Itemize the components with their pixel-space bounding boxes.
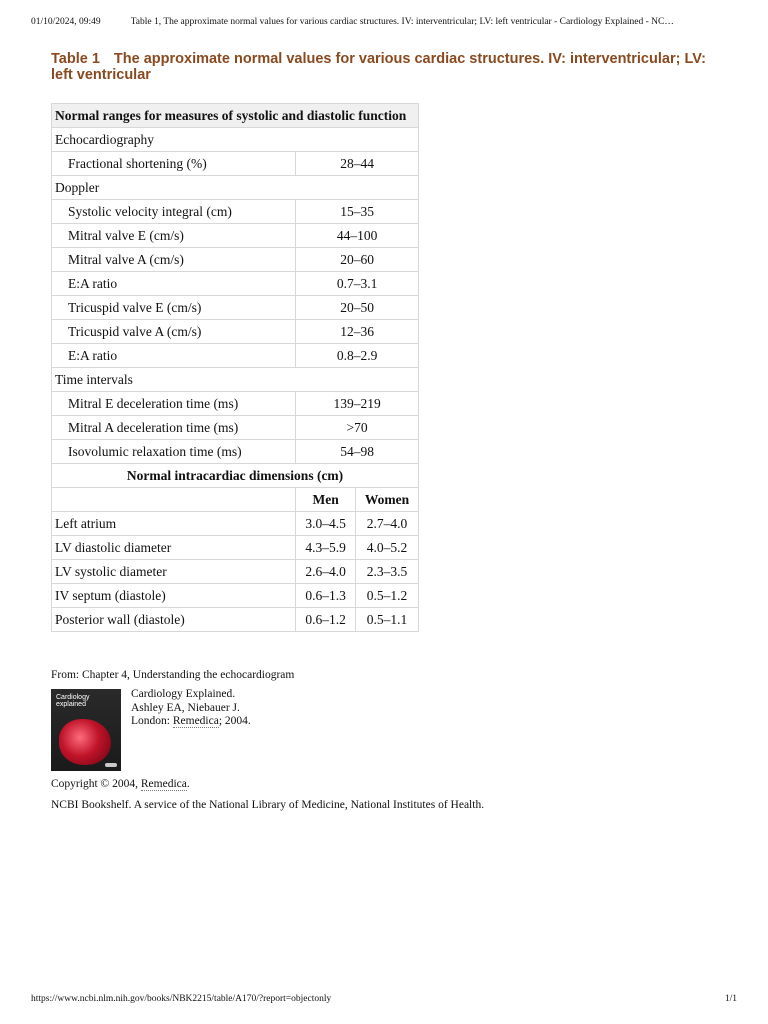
book-title: Cardiology Explained. — [131, 688, 236, 700]
table-row — [52, 560, 419, 584]
book-cover-thumbnail[interactable] — [51, 689, 121, 771]
section-row — [52, 176, 419, 200]
measure-label: Mitral valve A (cm/s) — [52, 248, 296, 272]
section-title: Doppler — [52, 176, 419, 200]
measure-value: 28–44 — [296, 152, 419, 176]
copyright-notice — [51, 778, 190, 790]
source-line — [51, 669, 294, 681]
book-citation — [131, 688, 251, 729]
print-url: https://www.ncbi.nlm.nih.gov/books/NBK2215/table/A170/?report=objectonly — [31, 994, 332, 1004]
table-row — [52, 512, 419, 536]
heart-illustration — [59, 719, 111, 765]
publisher-logo — [105, 763, 117, 767]
dimension-label: IV septum (diastole) — [52, 584, 296, 608]
measure-label: E:A ratio — [52, 344, 296, 368]
table-row — [52, 416, 419, 440]
measure-value: 54–98 — [296, 440, 419, 464]
table-row — [52, 152, 419, 176]
print-page-number: 1/1 — [724, 994, 737, 1004]
dimension-label: LV systolic diameter — [52, 560, 296, 584]
table-header-row — [52, 104, 419, 128]
ncbi-note: NCBI Bookshelf. A service of the National Library of Medicine, National Institutes of Health. — [51, 799, 485, 811]
measure-value: 0.7–3.1 — [296, 272, 419, 296]
copyright-prefix: Copyright © 2004, — [51, 778, 141, 790]
table-row — [52, 200, 419, 224]
measure-label: Mitral valve E (cm/s) — [52, 224, 296, 248]
table-row — [52, 608, 419, 632]
table-row — [52, 440, 419, 464]
print-footer — [31, 994, 737, 1004]
table-row — [52, 584, 419, 608]
dimensions-header: Normal intracardiac dimensions (cm) — [52, 464, 419, 488]
dimension-men: 3.0–4.5 — [296, 512, 356, 536]
measure-label: Systolic velocity integral (cm) — [52, 200, 296, 224]
column-men: Men — [296, 488, 356, 512]
table-header: Normal ranges for measures of systolic and diastolic function — [52, 104, 419, 128]
source-prefix: From: — [51, 669, 82, 681]
dimensions-columns-row — [52, 488, 419, 512]
table-row — [52, 224, 419, 248]
table-row — [52, 344, 419, 368]
table-row — [52, 248, 419, 272]
table-row — [52, 296, 419, 320]
table-row — [52, 536, 419, 560]
dimensions-header-row — [52, 464, 419, 488]
dimension-label: Posterior wall (diastole) — [52, 608, 296, 632]
empty-header-cell — [52, 488, 296, 512]
dimension-label: LV diastolic diameter — [52, 536, 296, 560]
measure-value: 15–35 — [296, 200, 419, 224]
print-datetime: 01/10/2024, 09:49 — [31, 17, 101, 27]
measure-value: 20–60 — [296, 248, 419, 272]
table-row — [52, 320, 419, 344]
measure-label: Tricuspid valve E (cm/s) — [52, 296, 296, 320]
measure-label: Mitral A deceleration time (ms) — [52, 416, 296, 440]
chapter-link[interactable]: Chapter 4, Understanding the echocardiogram — [82, 669, 295, 681]
dimension-men: 2.6–4.0 — [296, 560, 356, 584]
dimension-label: Left atrium — [52, 512, 296, 536]
measure-label: Fractional shortening (%) — [52, 152, 296, 176]
cover-title-line1: Cardiology — [56, 694, 90, 701]
measure-value: 0.8–2.9 — [296, 344, 419, 368]
measure-value: 44–100 — [296, 224, 419, 248]
dimension-women: 0.5–1.1 — [356, 608, 419, 632]
table-row — [52, 392, 419, 416]
measure-label: Tricuspid valve A (cm/s) — [52, 320, 296, 344]
section-row — [52, 128, 419, 152]
book-imprint — [131, 715, 251, 729]
book-authors: Ashley EA, Niebauer J. — [131, 701, 240, 714]
measure-label: Isovolumic relaxation time (ms) — [52, 440, 296, 464]
section-row — [52, 368, 419, 392]
measure-value: 12–36 — [296, 320, 419, 344]
measure-value: 139–219 — [296, 392, 419, 416]
cover-title — [56, 694, 89, 708]
table-title: The approximate normal values for various cardiac structures. IV: interventricular; LV: left ventricular — [51, 51, 706, 83]
table-row — [52, 272, 419, 296]
table-label: Table 1 — [51, 51, 100, 67]
print-page-title: Table 1, The approximate normal values for various cardiac structures. IV: interventricular; LV: left ventricular - Cardiology Explained - NC… — [130, 17, 674, 27]
section-title: Time intervals — [52, 368, 419, 392]
measure-label: Mitral E deceleration time (ms) — [52, 392, 296, 416]
dimension-men: 4.3–5.9 — [296, 536, 356, 560]
book-place: London: — [131, 715, 173, 727]
normal-values-table — [51, 103, 419, 632]
book-year: ; 2004. — [218, 715, 251, 727]
print-header — [31, 17, 741, 27]
measure-value: >70 — [296, 416, 419, 440]
table-caption — [51, 51, 731, 83]
measure-label: E:A ratio — [52, 272, 296, 296]
dimension-women: 2.7–4.0 — [356, 512, 419, 536]
dimension-women: 4.0–5.2 — [356, 536, 419, 560]
column-women: Women — [356, 488, 419, 512]
measure-value: 20–50 — [296, 296, 419, 320]
copyright-holder-link[interactable]: Remedica — [140, 778, 187, 790]
copyright-suffix: . — [186, 778, 190, 790]
dimension-men: 0.6–1.2 — [296, 608, 356, 632]
publisher-link[interactable]: Remedica — [172, 715, 219, 727]
cover-title-line2: explained — [56, 701, 86, 708]
dimension-women: 2.3–3.5 — [356, 560, 419, 584]
section-title: Echocardiography — [52, 128, 419, 152]
dimension-women: 0.5–1.2 — [356, 584, 419, 608]
dimension-men: 0.6–1.3 — [296, 584, 356, 608]
